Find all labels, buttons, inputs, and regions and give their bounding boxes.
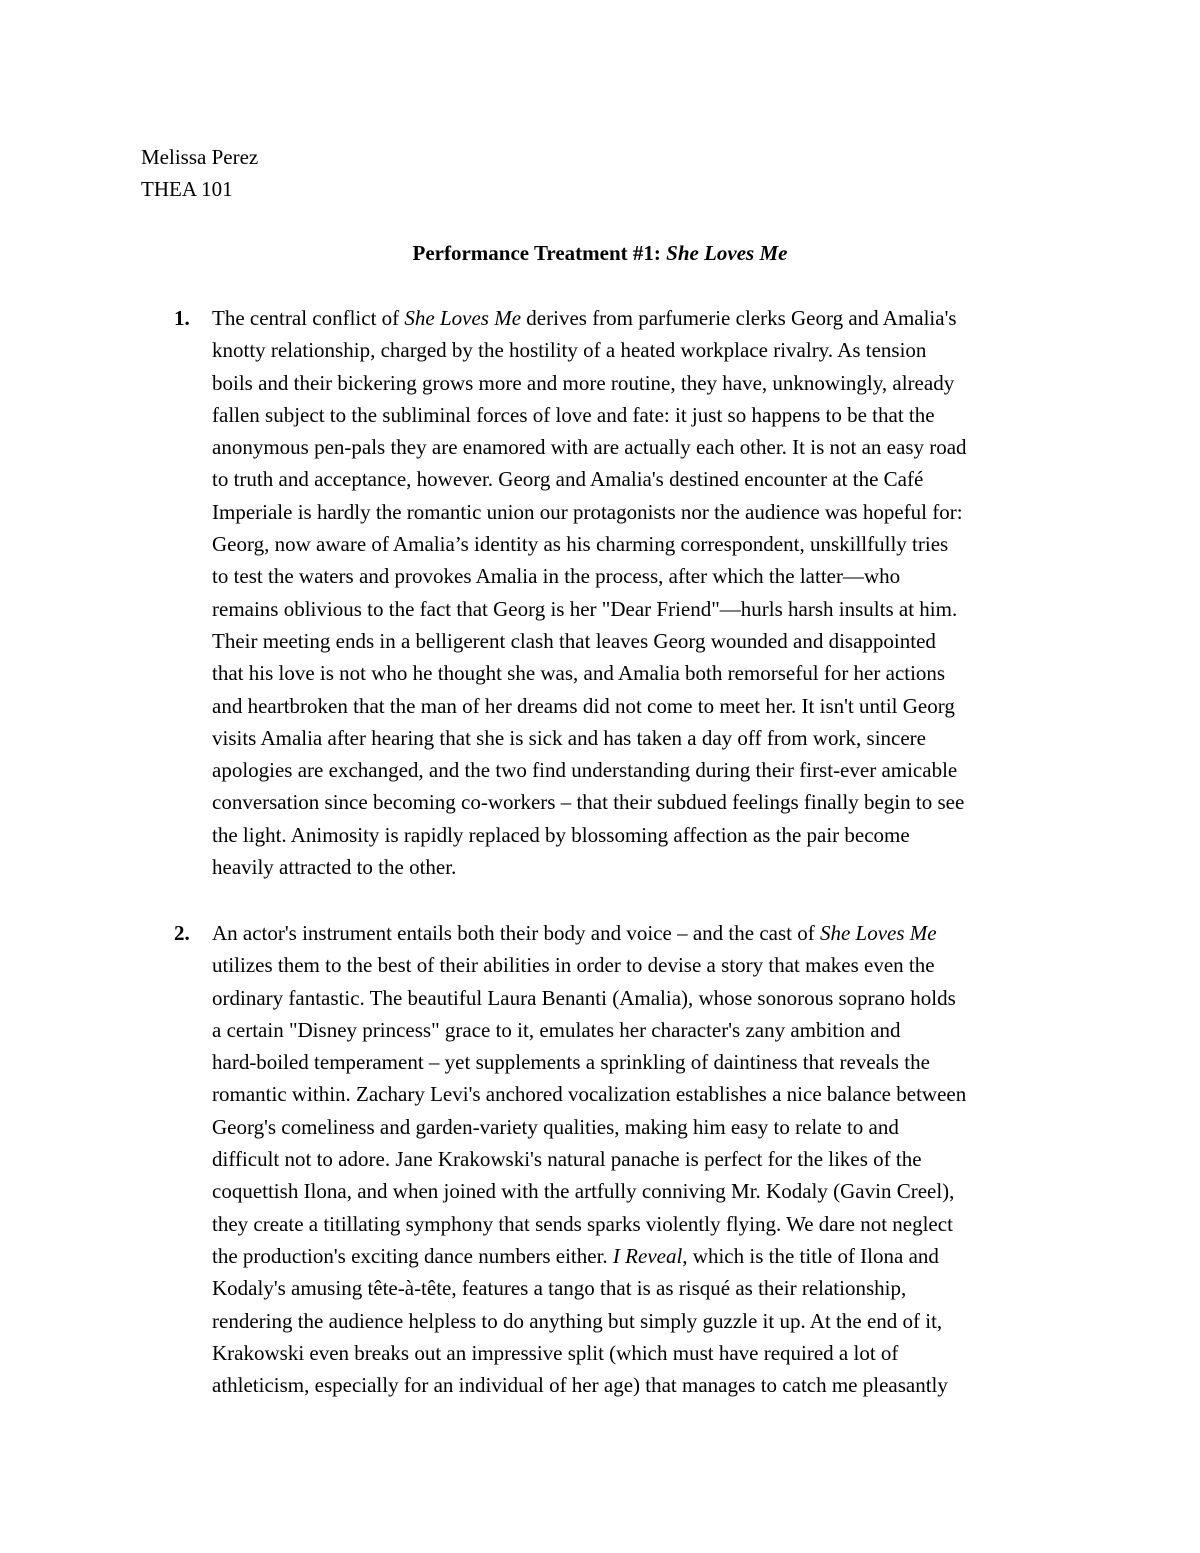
text-segment: the light. Animosity is rapidly replaced by blossoming affection as the pair become: [212, 822, 910, 847]
paragraph-line: [212, 528, 1072, 560]
paragraph-line: [212, 786, 1072, 818]
paragraph-line: [212, 399, 1072, 431]
paragraph-line: [212, 463, 1072, 495]
text-segment: to truth and acceptance, however. Georg and Amalia's destined encounter at the Café: [212, 467, 924, 492]
paragraph-line: [212, 1014, 1072, 1046]
title-prefix: Performance Treatment #1:: [412, 241, 667, 265]
paragraph-line: [212, 1143, 1072, 1175]
text-segment: Georg's comeliness and garden-variety qualities, making him easy to relate to and: [212, 1114, 899, 1139]
paragraph-line: [212, 1305, 1072, 1337]
paragraph-line: [212, 1111, 1072, 1143]
item-2-number: 2.: [174, 921, 190, 945]
document-title: [0, 237, 1200, 269]
paragraph-line: [212, 593, 1072, 625]
title-italic: She Loves Me: [666, 241, 788, 265]
paragraph-line: [212, 334, 1072, 366]
text-segment: Krakowski even breaks out an impressive split (which must have required a lot of: [212, 1340, 899, 1365]
text-segment: knotty relationship, charged by the hostility of a heated workplace rivalry. As tension: [212, 338, 927, 363]
course-code: THEA 101: [141, 177, 233, 201]
italic-text: She Loves Me: [819, 921, 937, 945]
paragraph-line: [212, 851, 1072, 883]
paragraph-line: [212, 1240, 1072, 1272]
text-segment: anonymous pen-pals they are enamored with are actually each other. It is not an easy road: [212, 435, 967, 460]
paragraph-line: [212, 982, 1072, 1014]
paragraph-line: [212, 690, 1072, 722]
text-segment: Georg, now aware of Amalia’s identity as his charming correspondent, unskillfully tries: [212, 532, 949, 557]
paragraph-line: [212, 1078, 1072, 1110]
text-segment: athleticism, especially for an individual of her age) that manages to catch me pleasantly: [212, 1373, 948, 1398]
item-1-number: 1.: [174, 306, 190, 330]
text-segment: remains oblivious to the fact that Georg is her "Dear Friend"—hurls harsh insults at him.: [212, 596, 958, 621]
paragraph-line: [212, 1272, 1072, 1304]
paragraph-line: [212, 302, 1072, 334]
text-segment: Their meeting ends in a belligerent clash that leaves Georg wounded and disappointed: [212, 628, 936, 653]
text-segment: ordinary fantastic. The beautiful Laura Benanti (Amalia), whose sonorous soprano holds: [212, 985, 956, 1010]
paragraph-line: [212, 754, 1072, 786]
paragraph-line: [212, 1337, 1072, 1369]
paragraph-line: [212, 819, 1072, 851]
text-segment: that his love is not who he thought she was, and Amalia both remorseful for her actions: [212, 661, 946, 686]
paragraph-line: [212, 917, 1072, 949]
paragraph-line: [212, 1369, 1072, 1401]
text-segment: apologies are exchanged, and the two find understanding during their first-ever amicable: [212, 758, 958, 783]
text-segment: difficult not to adore. Jane Krakowski's natural panache is perfect for the likes of the: [212, 1147, 922, 1172]
text-segment: romantic within. Zachary Levi's anchored vocalization establishes a nice balance between: [212, 1082, 967, 1107]
text-segment: derives from parfumerie clerks Georg and Amalia's: [521, 306, 957, 330]
paragraph-line: [212, 431, 1072, 463]
text-segment: coquettish Ilona, and when joined with the artfully conniving Mr. Kodaly (Gavin Creel),: [212, 1179, 955, 1204]
text-segment: to test the waters and provokes Amalia in the process, after which the latter—who: [212, 564, 901, 589]
text-segment: rendering the audience helpless to do anything but simply guzzle it up. At the end of it,: [212, 1308, 943, 1333]
text-segment: The central conflict of: [212, 306, 405, 330]
text-segment: they create a titillating symphony that sends sparks violently flying. We dare not neglect: [212, 1211, 953, 1236]
text-segment: heavily attracted to the other.: [212, 855, 457, 880]
text-segment: visits Amalia after hearing that she is sick and has taken a day off from work, sincere: [212, 725, 926, 750]
item-2-paragraph: [212, 917, 1072, 1401]
text-segment: conversation since becoming co-workers – that their subdued feelings finally begin to see: [212, 790, 965, 815]
author-name: Melissa Perez: [141, 145, 259, 169]
text-segment: hard-boiled temperament – yet supplements a sprinkling of daintiness that reveals the: [212, 1050, 930, 1075]
text-segment: utilizes them to the best of their abilities in order to devise a story that makes even the: [212, 953, 935, 978]
paragraph-line: [212, 496, 1072, 528]
paragraph-line: [212, 625, 1072, 657]
italic-text: She Loves Me: [404, 306, 522, 330]
text-segment: fallen subject to the subliminal forces of love and fate: it just so happens to be that the: [212, 402, 935, 427]
text-segment: Imperiale is hardly the romantic union our protagonists nor the audience was hopeful for:: [212, 499, 963, 524]
paragraph-line: [212, 560, 1072, 592]
paragraph-line: [212, 367, 1072, 399]
paragraph-line: [212, 1175, 1072, 1207]
italic-text: I Reveal: [612, 1243, 683, 1268]
paragraph-line: [212, 1046, 1072, 1078]
text-segment: Kodaly's amusing tête-à-tête, features a tango that is as risqué as their relationship,: [212, 1276, 907, 1301]
paragraph-line: [212, 1208, 1072, 1240]
paragraph-line: [212, 657, 1072, 689]
text-segment: and heartbroken that the man of her dreams did not come to meet her. It isn't until Georg: [212, 693, 955, 718]
paragraph-line: [212, 722, 1072, 754]
paragraph-line: [212, 949, 1072, 981]
text-segment: boils and their bickering grows more and more routine, they have, unknowingly, already: [212, 370, 955, 395]
text-segment: , which is the title of Ilona and: [682, 1243, 939, 1268]
item-1-paragraph: [212, 302, 1072, 883]
text-segment: the production's exciting dance numbers either.: [212, 1243, 613, 1268]
text-segment: a certain "Disney princess" grace to it, emulates her character's zany ambition and: [212, 1017, 901, 1042]
text-segment: An actor's instrument entails both their body and voice – and the cast of: [212, 921, 820, 945]
